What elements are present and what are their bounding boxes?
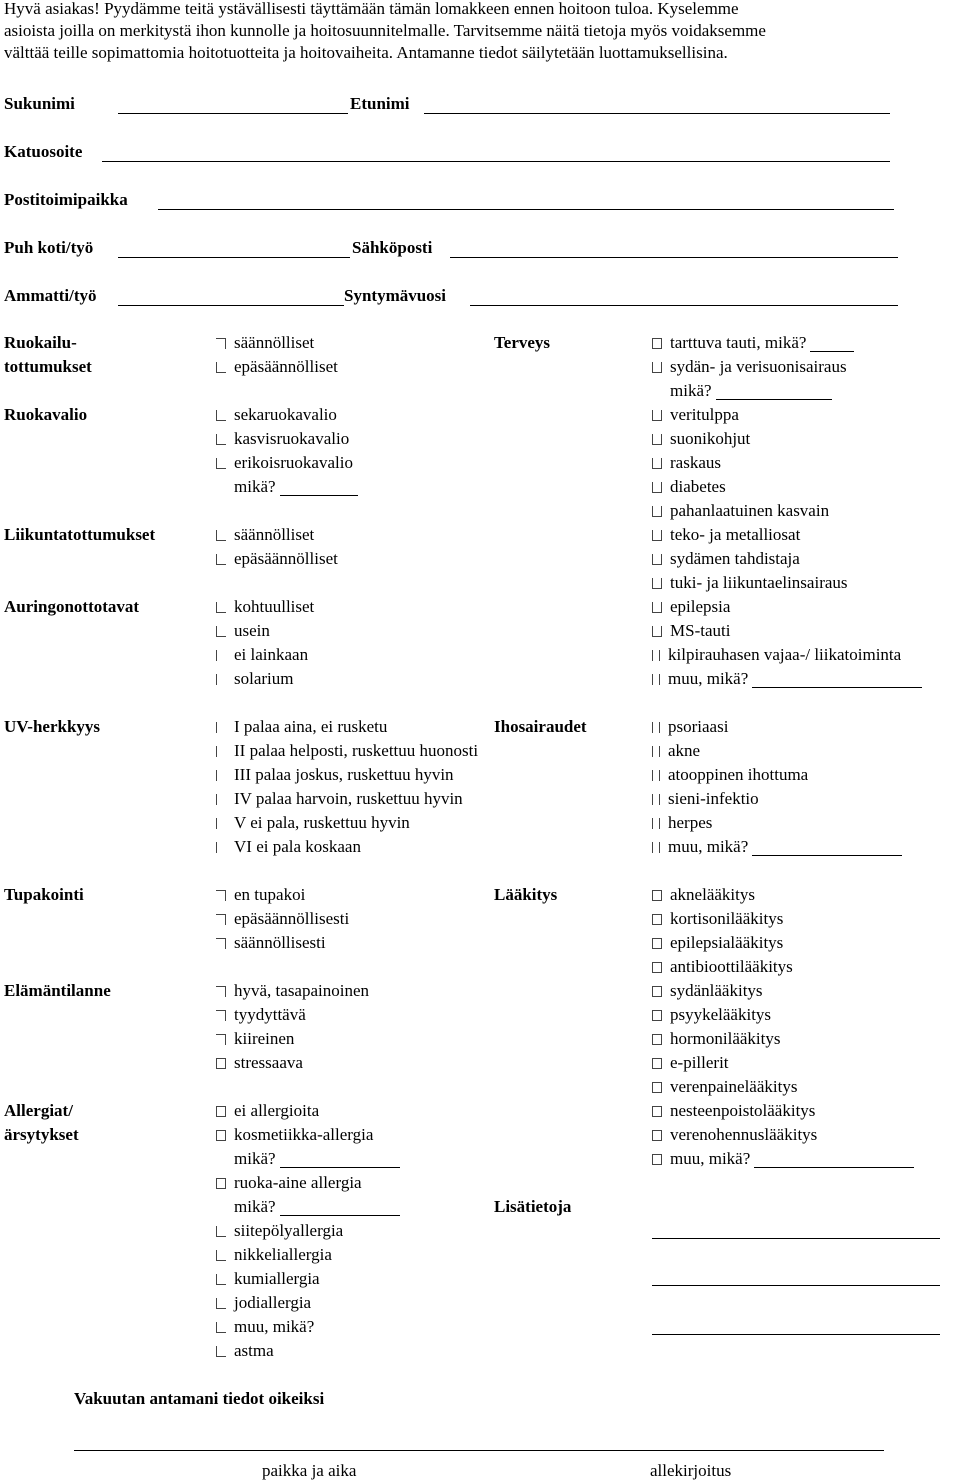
option-allergia[interactable] bbox=[216, 1123, 400, 1147]
checkbox-icon[interactable] bbox=[216, 674, 219, 685]
option-label: en tupakoi bbox=[234, 885, 306, 904]
option-label: sydämen tahdistaja bbox=[670, 549, 800, 568]
label-puh: Puh koti/työ bbox=[4, 238, 94, 257]
option-terveys[interactable] bbox=[652, 643, 922, 667]
option-label: hyvä, tasapainoinen bbox=[234, 981, 370, 1000]
checkbox-icon[interactable] bbox=[216, 746, 219, 757]
ruoka-mika-field[interactable] bbox=[280, 1199, 400, 1216]
option-auringon[interactable] bbox=[216, 595, 314, 619]
option-label: atooppinen ihottuma bbox=[668, 765, 809, 784]
checkbox-icon[interactable] bbox=[216, 338, 226, 349]
option-uv[interactable] bbox=[216, 763, 478, 787]
label-sukunimi: Sukunimi bbox=[4, 94, 75, 113]
section-allergiat-line2: ärsytykset bbox=[4, 1125, 79, 1144]
section-ruokailu bbox=[4, 331, 92, 379]
option-label: muu, mikä? bbox=[668, 837, 749, 856]
checkbox-icon[interactable] bbox=[652, 1130, 662, 1141]
intro-line: Hyvä asiakas! Pyydämme teitä ystävällisesti täyttämään tämän lomakkeen ennen hoitoon tuloa. Kyselemme bbox=[4, 0, 739, 18]
option-laakitys[interactable] bbox=[652, 1075, 914, 1099]
puh-field[interactable] bbox=[118, 257, 350, 258]
checkbox-icon[interactable] bbox=[216, 1178, 226, 1189]
option-allergia[interactable] bbox=[216, 1267, 400, 1291]
section-auringon: Auringonottotavat bbox=[4, 597, 140, 616]
option-terveys[interactable] bbox=[652, 595, 922, 619]
section-ruokailu-line2: tottumukset bbox=[4, 357, 92, 376]
option-iho[interactable] bbox=[652, 811, 902, 835]
option-label: solarium bbox=[234, 669, 294, 688]
options-ruokavalio bbox=[216, 403, 358, 499]
option-label: ei lainkaan bbox=[234, 645, 309, 664]
lisatietoja-line-1[interactable] bbox=[652, 1238, 940, 1239]
option-uv[interactable] bbox=[216, 715, 478, 739]
option-laakitys[interactable] bbox=[652, 931, 914, 955]
ruokavalio-mika-field[interactable] bbox=[280, 479, 358, 496]
option-label: stressaava bbox=[234, 1053, 303, 1072]
option-ruokailu[interactable] bbox=[216, 331, 338, 355]
option-label: nesteenpoistolääkitys bbox=[670, 1101, 816, 1120]
vakuutan-text: Vakuutan antamani tiedot oikeiksi bbox=[74, 1389, 325, 1408]
checkbox-icon[interactable] bbox=[216, 530, 226, 541]
etunimi-field[interactable] bbox=[424, 113, 890, 114]
intro-line: välttää teille sopimattomia hoitotuotteita ja hoitovaiheita. Antamanne tiedot säilytetään luottamuksellisina. bbox=[4, 43, 728, 62]
options-laakitys bbox=[652, 883, 914, 1171]
syntymavuosi-field[interactable] bbox=[470, 305, 898, 306]
checkbox-icon[interactable] bbox=[652, 626, 662, 637]
checkbox-icon[interactable] bbox=[216, 914, 226, 925]
option-terveys[interactable] bbox=[652, 331, 922, 355]
option-label: IV palaa harvoin, ruskettuu hyvin bbox=[234, 789, 463, 808]
option-label: sydänlääkitys bbox=[670, 981, 763, 1000]
option-ruokavalio[interactable] bbox=[216, 403, 358, 427]
option-iho[interactable] bbox=[652, 763, 902, 787]
checkbox-icon[interactable] bbox=[216, 434, 226, 445]
checkbox-icon[interactable] bbox=[216, 1034, 226, 1045]
option-elamantilanne[interactable] bbox=[216, 1027, 369, 1051]
allergia2-mika bbox=[216, 1147, 400, 1171]
option-label: muu, mikä? bbox=[234, 1317, 315, 1336]
label-ammatti: Ammatti/työ bbox=[4, 286, 97, 305]
checkbox-icon[interactable] bbox=[216, 938, 226, 949]
option-allergia[interactable] bbox=[216, 1339, 400, 1363]
paikka-label: paikka ja aika bbox=[262, 1461, 357, 1480]
option-label: muu, mikä? bbox=[670, 1149, 751, 1168]
option-uv[interactable] bbox=[216, 811, 478, 835]
option-allergia[interactable] bbox=[216, 1171, 400, 1195]
option-label: epilepsialääkitys bbox=[670, 933, 784, 952]
option-allergia[interactable] bbox=[216, 1099, 400, 1123]
question-label: mikä? bbox=[234, 477, 276, 496]
option-label: muu, mikä? bbox=[668, 669, 749, 688]
option-uv[interactable] bbox=[216, 739, 478, 763]
option-label: kosmetiikka-allergia bbox=[234, 1125, 374, 1144]
option-elamantilanne[interactable] bbox=[216, 1003, 369, 1027]
section-tupakointi: Tupakointi bbox=[4, 885, 84, 904]
section-allergiat bbox=[4, 1099, 79, 1147]
option-laakitys[interactable] bbox=[652, 907, 914, 931]
option-label: säännölliset bbox=[234, 525, 315, 544]
section-ruokailu-line1: Ruokailu- bbox=[4, 333, 77, 352]
option-label: säännölliset bbox=[234, 333, 315, 352]
label-etunimi: Etunimi bbox=[350, 94, 410, 113]
checkbox-icon[interactable] bbox=[216, 1058, 226, 1069]
option-terveys[interactable] bbox=[652, 547, 922, 571]
option-terveys[interactable] bbox=[652, 667, 922, 691]
tarttuva-mika-field[interactable] bbox=[810, 335, 854, 352]
option-allergia[interactable] bbox=[216, 1291, 400, 1315]
option-label: V ei pala, ruskettuu hyvin bbox=[234, 813, 410, 832]
option-label: teko- ja metalliosat bbox=[670, 525, 801, 544]
option-laakitys[interactable] bbox=[652, 1147, 914, 1171]
checkbox-icon[interactable] bbox=[652, 578, 662, 589]
options-liikunta bbox=[216, 523, 338, 571]
checkbox-icon[interactable] bbox=[216, 1298, 226, 1309]
checkbox-icon[interactable] bbox=[652, 362, 662, 373]
laakitys-muu-field[interactable] bbox=[754, 1151, 914, 1168]
question-label: mikä? bbox=[234, 1197, 276, 1216]
options-auringon bbox=[216, 595, 314, 691]
option-label: verenpainelääkitys bbox=[670, 1077, 798, 1096]
option-label: kiireinen bbox=[234, 1029, 295, 1048]
checkbox-icon[interactable] bbox=[216, 986, 226, 997]
option-label: I palaa aina, ei rusketu bbox=[234, 717, 388, 736]
checkbox-icon[interactable] bbox=[652, 1010, 662, 1021]
option-tupakointi[interactable] bbox=[216, 907, 349, 931]
question-label: mikä? bbox=[670, 381, 712, 400]
checkbox-icon[interactable] bbox=[652, 746, 660, 757]
option-label: VI ei pala koskaan bbox=[234, 837, 361, 856]
checkbox-icon[interactable] bbox=[652, 818, 660, 829]
option-label: psyykelääkitys bbox=[670, 1005, 772, 1024]
checkbox-icon[interactable] bbox=[652, 962, 662, 973]
label-postitoimipaikka: Postitoimipaikka bbox=[4, 190, 128, 209]
option-label: tarttuva tauti, mikä? bbox=[670, 333, 807, 352]
option-label: epilepsia bbox=[670, 597, 731, 616]
option-liikunta[interactable] bbox=[216, 523, 338, 547]
checkbox-icon[interactable] bbox=[652, 1034, 662, 1045]
option-label: aknelääkitys bbox=[670, 885, 755, 904]
label-syntymavuosi: Syntymävuosi bbox=[344, 286, 447, 305]
checkbox-icon[interactable] bbox=[216, 722, 219, 733]
option-label: kasvisruokavalio bbox=[234, 429, 350, 448]
option-label: epäsäännöllisesti bbox=[234, 909, 350, 928]
option-label: säännöllisesti bbox=[234, 933, 326, 952]
option-laakitys[interactable] bbox=[652, 979, 914, 1003]
option-auringon[interactable] bbox=[216, 619, 314, 643]
option-terveys[interactable] bbox=[652, 451, 922, 475]
option-label: kilpirauhasen vajaa-/ liikatoiminta bbox=[668, 645, 902, 664]
options-ruokailu bbox=[216, 331, 338, 379]
postitoimipaikka-field[interactable] bbox=[158, 209, 894, 210]
option-iho[interactable] bbox=[652, 715, 902, 739]
option-label: kumiallergia bbox=[234, 1269, 320, 1288]
option-label: sydän- ja verisuonisairaus bbox=[670, 357, 847, 376]
option-liikunta[interactable] bbox=[216, 547, 338, 571]
checkbox-icon[interactable] bbox=[216, 890, 226, 901]
label-sahkoposti: Sähköposti bbox=[352, 238, 433, 257]
option-iho[interactable] bbox=[652, 739, 902, 763]
option-terveys[interactable] bbox=[652, 403, 922, 427]
checkbox-icon[interactable] bbox=[652, 650, 660, 661]
checkbox-icon[interactable] bbox=[216, 842, 219, 853]
katuosoite-field[interactable] bbox=[102, 161, 890, 162]
checkbox-icon[interactable] bbox=[652, 674, 660, 685]
sahkoposti-field[interactable] bbox=[450, 257, 898, 258]
section-uv: UV-herkkyys bbox=[4, 717, 101, 736]
kosmetiikka-mika-field[interactable] bbox=[280, 1151, 400, 1168]
checkbox-icon[interactable] bbox=[652, 338, 662, 349]
option-label: ruoka-aine allergia bbox=[234, 1173, 362, 1192]
option-laakitys[interactable] bbox=[652, 1027, 914, 1051]
option-laakitys[interactable] bbox=[652, 1099, 914, 1123]
option-label: pahanlaatuinen kasvain bbox=[670, 501, 830, 520]
checkbox-icon[interactable] bbox=[216, 1130, 226, 1141]
checkbox-icon[interactable] bbox=[216, 602, 226, 613]
option-label: herpes bbox=[668, 813, 713, 832]
checkbox-icon[interactable] bbox=[216, 626, 226, 637]
option-label: epäsäännölliset bbox=[234, 549, 338, 568]
checkbox-icon[interactable] bbox=[652, 722, 660, 733]
checkbox-icon[interactable] bbox=[216, 362, 226, 373]
option-laakitys[interactable] bbox=[652, 883, 914, 907]
question-label: mikä? bbox=[234, 1149, 276, 1168]
section-liikunta: Liikuntatottumukset bbox=[4, 525, 156, 544]
option-label: raskaus bbox=[670, 453, 721, 472]
checkbox-icon[interactable] bbox=[652, 506, 662, 517]
option-elamantilanne[interactable] bbox=[216, 1051, 369, 1075]
section-ruokavalio: Ruokavalio bbox=[4, 405, 88, 424]
option-allergia[interactable] bbox=[216, 1243, 400, 1267]
option-label: tuki- ja liikuntaelinsairaus bbox=[670, 573, 848, 592]
option-iho[interactable] bbox=[652, 835, 902, 859]
label-katuosoite: Katuosoite bbox=[4, 142, 83, 161]
checkbox-icon[interactable] bbox=[216, 1346, 226, 1357]
checkbox-icon[interactable] bbox=[652, 794, 660, 805]
checkbox-icon[interactable] bbox=[652, 482, 662, 493]
option-terveys[interactable] bbox=[652, 523, 922, 547]
checkbox-icon[interactable] bbox=[652, 602, 662, 613]
option-label: siitepölyallergia bbox=[234, 1221, 344, 1240]
iho-muu-field[interactable] bbox=[752, 839, 902, 856]
checkbox-icon[interactable] bbox=[216, 794, 219, 805]
option-laakitys[interactable] bbox=[652, 1123, 914, 1147]
signature-line[interactable] bbox=[74, 1450, 884, 1451]
checkbox-icon[interactable] bbox=[216, 818, 219, 829]
option-label: psoriaasi bbox=[668, 717, 729, 736]
section-allergiat-line1: Allergiat/ bbox=[4, 1101, 73, 1120]
checkbox-icon[interactable] bbox=[216, 554, 226, 565]
section-lisatietoja: Lisätietoja bbox=[494, 1197, 572, 1216]
option-laakitys[interactable] bbox=[652, 1003, 914, 1027]
option-label: III palaa joskus, ruskettuu hyvin bbox=[234, 765, 454, 784]
checkbox-icon[interactable] bbox=[652, 938, 662, 949]
option-label: II palaa helposti, ruskettuu huonosti bbox=[234, 741, 479, 760]
checkbox-icon[interactable] bbox=[216, 1226, 226, 1237]
checkbox-icon[interactable] bbox=[652, 434, 662, 445]
intro-text bbox=[4, 0, 954, 64]
checkbox-icon[interactable] bbox=[652, 842, 660, 853]
ruokavalio-mika bbox=[216, 475, 358, 499]
option-label: e-pillerit bbox=[670, 1053, 729, 1072]
lisatietoja-line-2[interactable] bbox=[652, 1285, 940, 1286]
option-label: suonikohjut bbox=[670, 429, 751, 448]
lisatietoja-line-3[interactable] bbox=[652, 1334, 940, 1335]
option-allergia[interactable] bbox=[216, 1219, 400, 1243]
checkbox-icon[interactable] bbox=[216, 458, 226, 469]
checkbox-icon[interactable] bbox=[652, 890, 662, 901]
checkbox-icon[interactable] bbox=[652, 986, 662, 997]
option-label: kohtuulliset bbox=[234, 597, 315, 616]
options-allergiat bbox=[216, 1099, 400, 1363]
option-label: astma bbox=[234, 1341, 274, 1360]
option-label: MS-tauti bbox=[670, 621, 731, 640]
terveys-muu-field[interactable] bbox=[752, 671, 922, 688]
option-terveys[interactable] bbox=[652, 571, 922, 595]
option-label: ei allergioita bbox=[234, 1101, 320, 1120]
option-label: sieni-infektio bbox=[668, 789, 759, 808]
checkbox-icon[interactable] bbox=[652, 1058, 662, 1069]
sukunimi-field[interactable] bbox=[118, 113, 348, 114]
section-terveys: Terveys bbox=[494, 333, 551, 352]
checkbox-icon[interactable] bbox=[652, 554, 662, 565]
option-auringon[interactable] bbox=[216, 643, 314, 667]
options-iho bbox=[652, 715, 902, 859]
terveys2-mika bbox=[652, 379, 922, 403]
checkbox-icon[interactable] bbox=[652, 458, 662, 469]
option-label: akne bbox=[668, 741, 701, 760]
allekirjoitus-label: allekirjoitus bbox=[650, 1461, 732, 1480]
options-terveys bbox=[652, 331, 922, 691]
checkbox-icon[interactable] bbox=[216, 1010, 226, 1021]
allergia3-mika bbox=[216, 1195, 400, 1219]
option-tupakointi[interactable] bbox=[216, 883, 349, 907]
option-terveys[interactable] bbox=[652, 355, 922, 379]
checkbox-icon[interactable] bbox=[652, 1106, 662, 1117]
option-elamantilanne[interactable] bbox=[216, 979, 369, 1003]
option-label: jodiallergia bbox=[234, 1293, 312, 1312]
option-ruokailu[interactable] bbox=[216, 355, 338, 379]
option-label: verenohennuslääkitys bbox=[670, 1125, 818, 1144]
checkbox-icon[interactable] bbox=[216, 650, 219, 661]
checkbox-icon[interactable] bbox=[216, 1250, 226, 1261]
options-tupakointi bbox=[216, 883, 349, 955]
option-iho[interactable] bbox=[652, 787, 902, 811]
sydan-mika-field[interactable] bbox=[716, 383, 832, 400]
option-auringon[interactable] bbox=[216, 667, 314, 691]
checkbox-icon[interactable] bbox=[216, 770, 219, 781]
option-label: nikkeliallergia bbox=[234, 1245, 332, 1264]
option-terveys[interactable] bbox=[652, 475, 922, 499]
option-ruokavalio[interactable] bbox=[216, 427, 358, 451]
checkbox-icon[interactable] bbox=[652, 530, 662, 541]
section-ihosairaudet: Ihosairaudet bbox=[494, 717, 587, 736]
option-laakitys[interactable] bbox=[652, 955, 914, 979]
option-label: kortisonilääkitys bbox=[670, 909, 784, 928]
checkbox-icon[interactable] bbox=[652, 914, 662, 925]
option-allergia[interactable] bbox=[216, 1315, 400, 1339]
option-tupakointi[interactable] bbox=[216, 931, 349, 955]
checkbox-icon[interactable] bbox=[216, 1274, 226, 1285]
checkbox-icon[interactable] bbox=[652, 410, 662, 421]
option-label: diabetes bbox=[670, 477, 726, 496]
option-label: hormonilääkitys bbox=[670, 1029, 781, 1048]
option-terveys[interactable] bbox=[652, 499, 922, 523]
option-label: erikoisruokavalio bbox=[234, 453, 353, 472]
option-label: tyydyttävä bbox=[234, 1005, 306, 1024]
option-label: veritulppa bbox=[670, 405, 739, 424]
option-terveys[interactable] bbox=[652, 619, 922, 643]
option-label: sekaruokavalio bbox=[234, 405, 337, 424]
options-elamantilanne bbox=[216, 979, 369, 1075]
section-laakitys: Lääkitys bbox=[494, 885, 558, 904]
checkbox-icon[interactable] bbox=[652, 770, 660, 781]
ammatti-field[interactable] bbox=[118, 305, 344, 306]
option-terveys[interactable] bbox=[652, 427, 922, 451]
option-label: epäsäännölliset bbox=[234, 357, 338, 376]
option-ruokavalio[interactable] bbox=[216, 451, 358, 475]
option-uv[interactable] bbox=[216, 835, 478, 859]
option-label: usein bbox=[234, 621, 270, 640]
checkbox-icon[interactable] bbox=[652, 1154, 662, 1165]
section-elamantilanne: Elämäntilanne bbox=[4, 981, 111, 1000]
checkbox-icon[interactable] bbox=[216, 410, 226, 421]
options-uv bbox=[216, 715, 478, 859]
option-label: antibioottilääkitys bbox=[670, 957, 793, 976]
option-laakitys[interactable] bbox=[652, 1051, 914, 1075]
checkbox-icon[interactable] bbox=[216, 1106, 226, 1117]
option-uv[interactable] bbox=[216, 787, 478, 811]
checkbox-icon[interactable] bbox=[216, 1322, 226, 1333]
intro-line: asioista joilla on merkitystä ihon kunnolle ja hoitosuunnitelmalle. Tarvitsemme näitä tietoja myös voidaksemme bbox=[4, 21, 766, 40]
checkbox-icon[interactable] bbox=[652, 1082, 662, 1093]
